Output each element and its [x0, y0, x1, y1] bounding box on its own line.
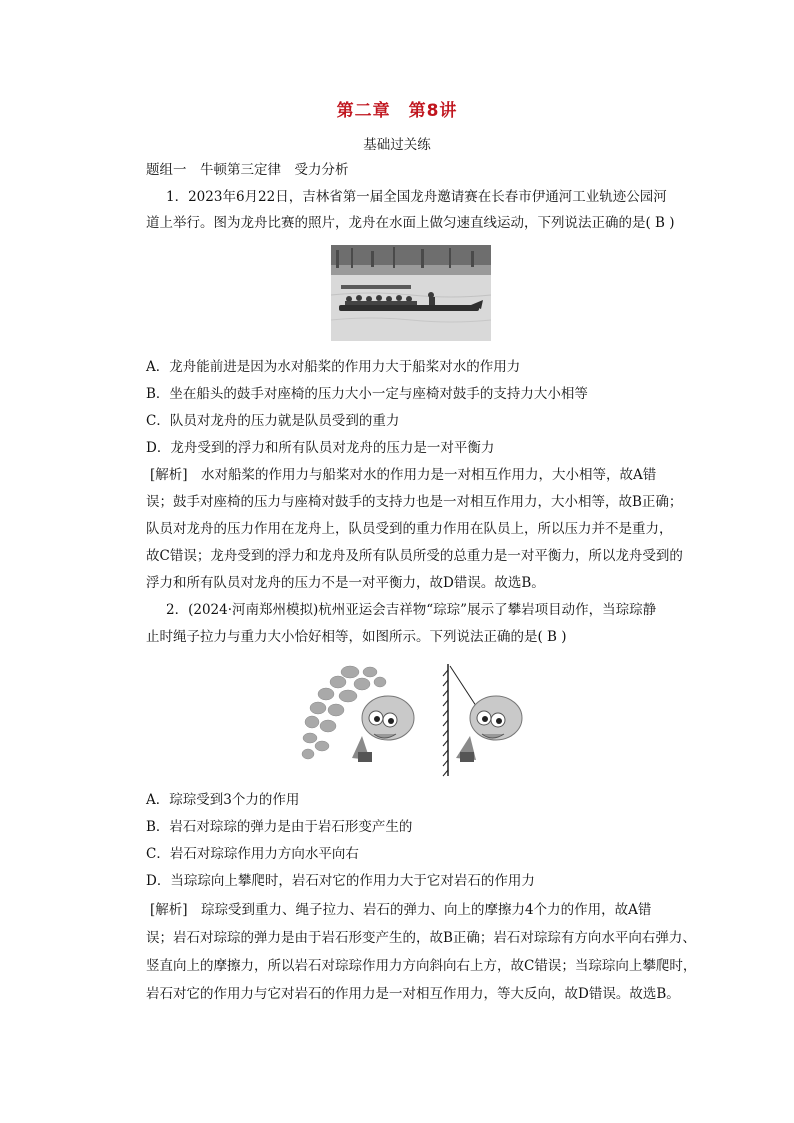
q1-option-d: D．龙舟受到的浮力和所有队员对龙舟的压力是一对平衡力: [146, 440, 495, 456]
q1-analysis-line5: 浮力和所有队员对龙舟的压力不是一对平衡力，故D错误。故选B。: [146, 575, 545, 591]
q1-analysis-line1: [解析] 水对船桨的作用力与船桨对水的作用力是一对相互作用力，大小相等，故A错: [150, 467, 657, 483]
q1-analysis-line3: 队员对龙舟的压力作用在龙舟上，队员受到的重力作用在队员上，所以压力并不是重力，: [146, 521, 673, 537]
q1-option-a: A．龙舟能前进是因为水对船桨的作用力大于船桨对水的作用力: [146, 359, 521, 375]
q1-option-b: B．坐在船头的鼓手对座椅的压力大小一定与座椅对鼓手的支持力大小相等: [146, 386, 588, 402]
q2-analysis-line3: 竖直向上的摩擦力，所以岩石对琮琮作用力方向斜向右上方，故C错误；当琮琮向上攀爬时，: [146, 958, 697, 974]
dragon-boat-photo: [331, 245, 491, 341]
q1-analysis-line4: 故C错误；龙舟受到的浮力和龙舟及所有队员所受的总重力是一对平衡力，所以龙舟受到的: [146, 548, 683, 564]
page-subtitle: 基础过关练: [363, 137, 431, 153]
q1-analysis-line2: 误；鼓手对座椅的压力与座椅对鼓手的支持力也是一对相互作用力，大小相等，故B正确；: [146, 494, 683, 510]
q1-stem-line1: 1．2023年6月22日，吉林省第一届全国龙舟邀请赛在长春市伊通河工业轨迹公园河: [166, 189, 667, 205]
mascot-climbing-figure: [300, 660, 530, 780]
q1-stem-line2: 道上举行。图为龙舟比赛的照片，龙舟在水面上做匀速直线运动，下列说法正确的是( B ): [146, 215, 675, 231]
q1-option-c: C．队员对龙舟的压力就是队员受到的重力: [146, 413, 400, 429]
q2-analysis-line1: [解析] 琮琮受到重力、绳子拉力、岩石的弹力、向上的摩擦力4个力的作用，故A错: [150, 902, 652, 918]
mascot-left: [352, 696, 414, 762]
q2-stem-line1: 2．(2024·河南郑州模拟)杭州亚运会吉祥物“琮琮”展示了攀岩项目动作，当琮琮静: [166, 602, 657, 618]
q2-option-b: B．岩石对琮琮的弹力是由于岩石形变产生的: [146, 819, 413, 835]
page-title: 第二章 第8讲: [336, 101, 458, 121]
q2-option-d: D．当琮琮向上攀爬时，岩石对它的作用力大于它对岩石的作用力: [146, 873, 535, 889]
q2-analysis-line2: 误；岩石对琮琮的弹力是由于岩石形变产生的，故B正确；岩石对琮琮有方向水平向右弹力、: [146, 930, 696, 946]
q2-option-a: A．琮琮受到3个力的作用: [146, 792, 300, 808]
q2-analysis-line4: 岩石对它的作用力与它对岩石的作用力是一对相互作用力，等大反向，故D错误。故选B。: [146, 986, 680, 1002]
q2-option-c: C．岩石对琮琮作用力方向水平向右: [146, 846, 359, 862]
q2-stem-line2: 止时绳子拉力与重力大小恰好相等，如图所示。下列说法正确的是( B ): [146, 629, 567, 645]
question-group-heading: 题组一 牛顿第三定律 受力分析: [146, 162, 349, 178]
